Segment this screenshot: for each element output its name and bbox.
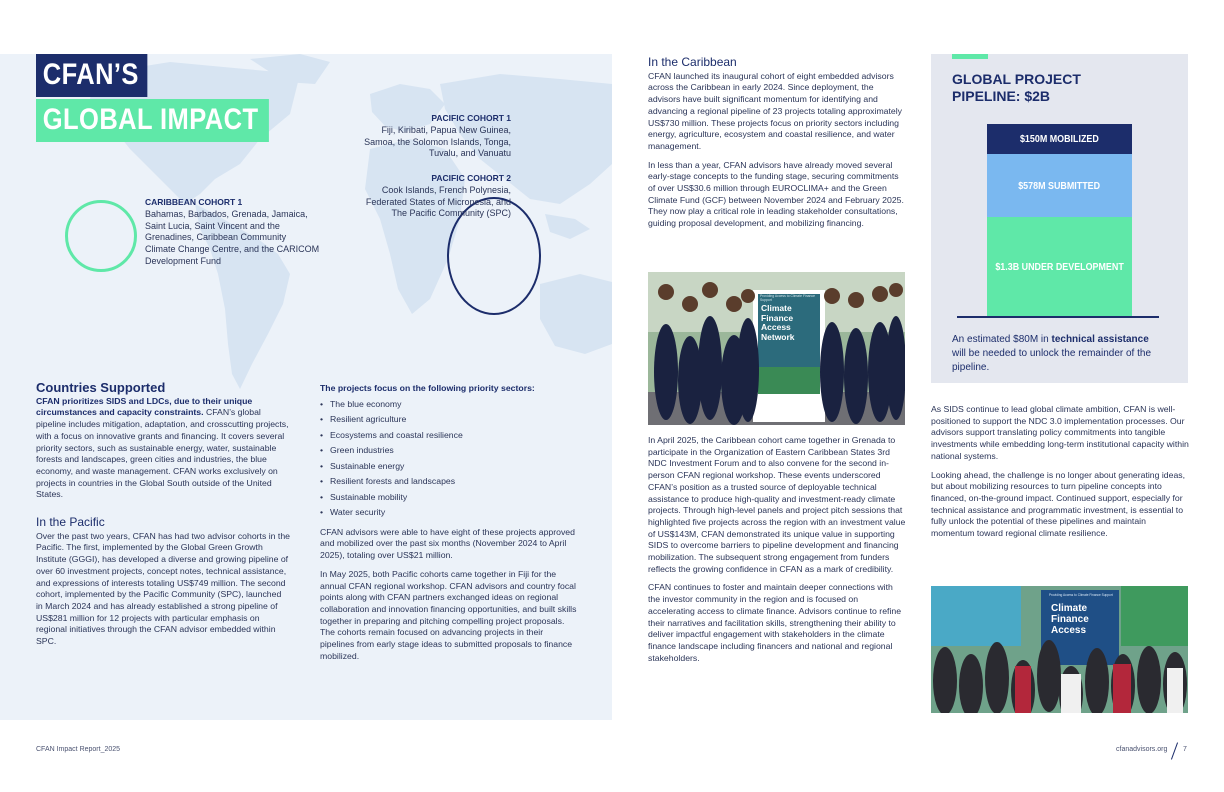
bar-label: $578M SUBMITTED — [1018, 179, 1101, 192]
countries-paragraph — [36, 396, 290, 501]
cohort-line: Climate Change Centre, and the CARICOM — [145, 244, 320, 255]
caribbean-paragraph-2: In less than a year, CFAN advisors have already moved several early-stage concepts to the funding stage, securing commitments of over US$30.6 million through EUROCLIMA+ and the Green Climate Fund (GCF) between November 2024 and February 2025. They now play a critical role in leading stakeholder consultations, guiding proposal development, and mobilizing financing. — [648, 159, 904, 229]
sectors-heading: The projects focus on the following priority sectors: — [320, 383, 535, 393]
list-item: • Green industries — [320, 443, 578, 459]
pacific-cohort-1 — [364, 113, 511, 160]
footer-divider — [1171, 742, 1178, 759]
cohort-line: Samoa, the Solomon Islands, Tonga, — [364, 136, 511, 147]
pipeline-title-line: GLOBAL PROJECT — [952, 71, 1081, 87]
note-pre: An estimated $80M in — [952, 334, 1052, 345]
pipeline-bar-mobilized — [987, 124, 1132, 154]
sectors-list — [320, 397, 578, 521]
caribbean-paragraph-3: In April 2025, the Caribbean cohort came together in Grenada to participate in the Organization of Eastern Caribbean States 3rd NDC Investment Forum and to also convene for the second in-person CFAN regional workshop. These events underscored CFAN’s position as a trusted source of deployable technical assistance to produce high-quality and investment-ready climate projects. Through high-level panels and project pitch sessions that highlighted five projects across the region with an investment value of US$143M, CFAN demonstrated its unique value in supporting SIDS to overcome barriers to pipeline development and financing mobilization. The subsequent strong engagement from funders reflects the growing confidence in CFAN as a mark of credibility. — [648, 435, 906, 574]
banner-line: Access — [1051, 625, 1087, 636]
list-item: • Water security — [320, 505, 578, 521]
cohort-line: Cook Islands, French Polynesia, — [381, 184, 511, 195]
banner-line: Access — [761, 322, 791, 332]
caribbean-paragraph-4: CFAN continues to foster and maintain deeper connections with the investor community in the region and is focused on accelerating access to climate finance. Advisors continue to refine their narratives and facilitation skills, strengthening their ability to deliver impactful engagement with stakeholders in the climate finance landscape including financers and national and regional stakeholders. — [648, 582, 902, 663]
pipeline-title-line: PIPELINE: $2B — [952, 88, 1051, 104]
cohort-line: Saint Lucia, Saint Vincent and the — [145, 220, 280, 231]
banner-line: Finance — [1051, 614, 1089, 625]
caribbean-circle-marker — [65, 200, 137, 272]
banner-line: Climate — [1051, 603, 1088, 614]
pacific-heading: In the Pacific — [36, 515, 105, 530]
pipeline-title — [952, 71, 1081, 105]
cohort-line: Fiji, Kiribati, Papua New Guinea, — [381, 124, 511, 135]
pacific-cohort-2 — [366, 173, 511, 220]
list-item: • Resilient agriculture — [320, 412, 578, 428]
pipeline-baseline — [957, 316, 1159, 318]
banner-title — [761, 304, 795, 342]
banner-line: Finance — [761, 312, 794, 323]
countries-heading: Countries Supported — [36, 380, 166, 395]
pacific-cohort-1-heading: PACIFIC COHORT 1 — [431, 113, 511, 123]
grenada-workshop-photo — [648, 272, 905, 425]
footer-report-name: CFAN Impact Report_2025 — [36, 746, 121, 753]
bar-label: $1.3B UNDER DEVELOPMENT — [995, 260, 1124, 273]
title-line-1: CFAN’S — [36, 54, 147, 97]
list-item: • Sustainable energy — [320, 459, 578, 475]
list-item: • Resilient forests and landscapes — [320, 474, 578, 490]
countries-lead: CFAN prioritizes SIDS and LDCs, due to their unique circumstances and capacity constraints. — [36, 395, 253, 418]
column-2 — [320, 383, 578, 669]
list-item: • The blue economy — [320, 397, 578, 413]
bar-label: $150M MOBILIZED — [1020, 133, 1099, 145]
pipeline-bar-under-development — [987, 217, 1132, 316]
banner-small-text: Providing Access to Climate Finance Support — [760, 294, 816, 302]
column-1 — [36, 382, 290, 655]
sectors-paragraph-2: In May 2025, both Pacific cohorts came together in Fiji for the annual CFAN regional workshop. CFAN advisors and country focal points along with CFAN partners exchanged ideas on regional collaboration and innovation financing opportunities, and built skills together in preparing and pitching compelling project proposals. The cohorts remain focused on advancing projects in their pipelines from early stage ideas to submitted proposals to finance mobilized. — [320, 568, 577, 661]
cohort-line: Federated States of Micronesia, and — [365, 196, 511, 207]
cohort-line: Tuvalu, and Vanuatu — [428, 148, 511, 159]
banner-line: Network — [761, 331, 795, 342]
column-4 — [931, 404, 1189, 547]
note-bold: technical assistance — [1051, 334, 1149, 345]
caribbean-cohort-1-heading: CARIBBEAN COHORT 1 — [145, 197, 243, 207]
caribbean-paragraph-1: CFAN launched its inaugural cohort of eight embedded advisors across the Caribbean in early 2024. Since deployment, the advisors have built significant momentum for identifying and advancing a regional pipeline of 23 projects totaling approximately US$730 million. These projects focus on priority sectors including energy, agriculture, ecosystem and coastal resilience, and water management. — [648, 70, 903, 151]
banner-small-text-2: Providing Access to Climate Finance Support — [1049, 593, 1113, 597]
list-item: • Sustainable mobility — [320, 490, 578, 506]
pacific-cohort-2-heading: PACIFIC COHORT 2 — [431, 173, 511, 183]
column-3-top — [648, 57, 906, 237]
column-3-bottom — [648, 435, 906, 671]
cohort-line: The Pacific Community (SPC) — [391, 208, 511, 219]
page-number: 7 — [1183, 746, 1187, 753]
list-item: • Ecosystems and coastal resilience — [320, 428, 578, 444]
cohort-line: Development Fund — [145, 255, 222, 266]
countries-body: CFAN’s global pipeline includes mitigation, adaptation, and crosscutting projects, with a focus on innovative grants and financing. It covers several priority sectors, such as sustainable energy, water, sustainable forests and landscapes, green cities and industries, the blue economy, and waste management. CFAN works exclusively on projects in countries in the Global South outside of the United States. — [36, 407, 289, 500]
fiji-workshop-photo — [931, 586, 1188, 713]
pipeline-bar-submitted — [987, 154, 1132, 217]
pipeline-note — [952, 333, 1152, 375]
caribbean-cohort-1 — [145, 197, 319, 268]
note-post: will be needed to unlock the remainder of the pipeline. — [952, 348, 1152, 373]
pipeline-accent-tab — [952, 54, 988, 59]
closing-paragraph-2: Looking ahead, the challenge is no longer about generating ideas, but about mobilizing resources to turn pipeline concepts into financed, on-the-ground impact. Continued support, especially for technical assistance and programmatic investment, is essential to fully unlock the potential of these pipelines and maintain momentum toward regional climate resilience. — [931, 469, 1186, 539]
cohort-line: Bahamas, Barbados, Grenada, Jamaica, — [145, 208, 308, 219]
banner-title-2 — [1051, 603, 1089, 636]
closing-paragraph-1: As SIDS continue to lead global climate ambition, CFAN is well-positioned to support the NDC 3.0 implementation processes. Our advisors support translating policy commitments into tangible investments while embedding long-term institutional capacity within national systems. — [931, 404, 1189, 461]
sectors-paragraph-1: CFAN advisors were able to have eight of these projects approved and mobilized over the past six months (November 2024 to April 2025), totaling over US$21 million. — [320, 526, 575, 561]
pacific-paragraph: Over the past two years, CFAN has had two advisor cohorts in the Pacific. The first, implemented by the Global Green Growth Institute (GGGI), has developed a diverse and growing pipeline of over 60 investment projects, concept notes, technical assistance, and expressions of interests totaling US$749 million. The second cohort, implemented by the Pacific Community (SPC), launched in March 2024 and has already established a strong pipeline of US$281 million for 12 projects with particular emphasis on regional initiatives through the CFAN advisor embedded within SPC. — [36, 530, 290, 647]
caribbean-heading: In the Caribbean — [648, 55, 737, 69]
title-line-2: GLOBAL IMPACT — [36, 99, 269, 142]
footer-website[interactable]: cfanadvisors.org — [1116, 746, 1168, 753]
cohort-line: Grenadines, Caribbean Community — [145, 232, 287, 243]
banner-line: Climate — [761, 303, 792, 313]
